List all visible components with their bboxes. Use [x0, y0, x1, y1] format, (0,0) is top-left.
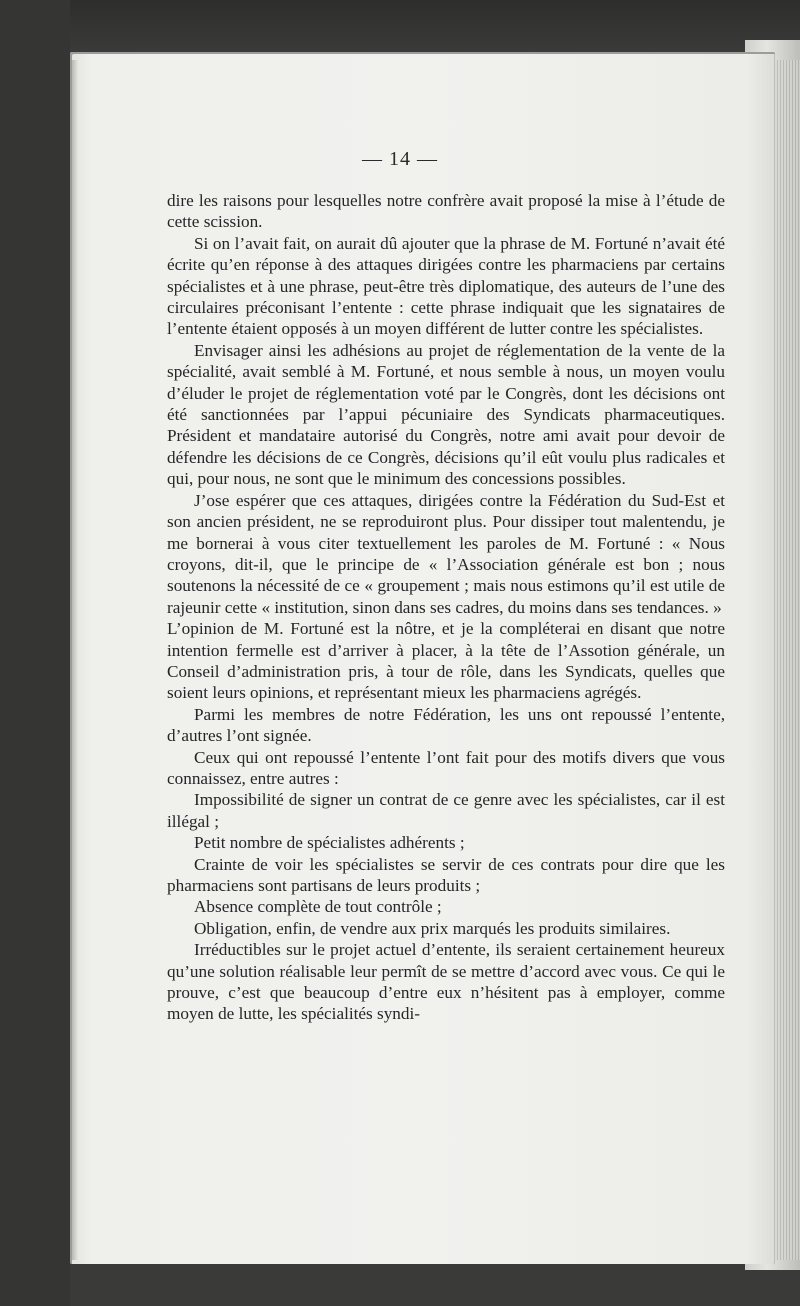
paragraph-7: Ceux qui ont repoussé l’entente l’ont fait pour des motifs divers que vous connaissez, entre autres :	[167, 747, 725, 788]
page-binding-edge	[72, 60, 78, 1260]
list-item-obligation: Obligation, enfin, de vendre aux prix marqués les produits similaires.	[194, 918, 671, 938]
paragraph-4: J’ose espérer que ces attaques, dirigées contre la Fédération du Sud-Est et son ancien président, ne se reproduiront plus. Pour dissiper tout malentendu, je me bornerai à vous citer textuellement les paroles de M. Fortuné : « Nous croyons, dit-il, que le principe de « l’Association générale est bon ; nous soutenons la nécessité de ce « groupement ; mais nous estimons qu’il est utile de rajeunir cette « institution, sinon dans ses cadres, du moins dans ses tendances. »	[167, 490, 725, 617]
paragraph-2: Si on l’avait fait, on aurait dû ajouter que la phrase de M. Fortuné n’avait été écrite qu’en réponse à des attaques dirigées contre les pharmaciens par certains spécialistes et à une phrase, peut-être très diplomatique, des auteurs de l’une des circulaires préconisant l’entente : cette phrase indiquait que les signataires de l’entente étaient opposés à un moyen différent de lutter contre les spécialistes.	[167, 233, 725, 339]
body-text	[167, 190, 725, 1025]
scan-background-left	[0, 0, 70, 1306]
paragraph-5: L’opinion de M. Fortuné est la nôtre, et je la compléterai en disant que notre intention fermelle est d’arriver à placer, à la tête de l’Assotion générale, un Conseil d’administration pris, à tour de rôle, dans les Syndicats, quelles que soient leurs opinions, et représentant mieux les pharmaciens agrégés.	[167, 619, 725, 703]
paragraph-3: Envisager ainsi les adhésions au projet de réglementation de la vente de la spécialité, avait semblé à M. Fortuné, et nous semble à nous, un moyen voulu d’éluder le projet de réglementation voté par le Congrès, dont les décisions ont été sanctionnées par l’appui pécuniaire des Syndicats pharmaceutiques. Président et mandataire autorisé du Congrès, notre ami avait pour devoir de défendre les décisions de ce Congrès, décisions qu’il eût voulu plus radicales et qui, pour nous, ne sont que le minimum des concessions possibles.	[167, 340, 725, 489]
page-number: — 14 —	[362, 148, 438, 170]
list-item-petit-nombre: Petit nombre de spécialistes adhérents ;	[194, 833, 465, 853]
list-item-crainte: Crainte de voir les spécialistes se servir de ces contrats pour dire que les pharmaciens sont partisans de leurs produits ;	[167, 854, 725, 895]
paragraph-final: Irréductibles sur le projet actuel d’entente, ils seraient certainement heureux qu’une solution réalisable leur permît de se mettre d’accord avec vous. Ce qui le prouve, c’est que beaucoup d’entre eux n’hésitent pas à employer, comme moyen de lutte, les spécialités syndi-	[167, 940, 725, 1024]
list-item-absence: Absence complète de tout contrôle ;	[194, 897, 442, 917]
paragraph-1: dire les raisons pour lesquelles notre confrère avait proposé la mise à l’étude de cette scission.	[167, 191, 725, 232]
page-stack-lines	[772, 60, 800, 1260]
list-item-impossibilite: Impossibilité de signer un contrat de ce genre avec les spécialistes, car il est illégal ;	[167, 790, 725, 831]
scan-background-top	[0, 0, 800, 60]
paragraph-6: Parmi les membres de notre Fédération, les uns ont repoussé l’entente, d’autres l’ont signée.	[167, 704, 725, 746]
